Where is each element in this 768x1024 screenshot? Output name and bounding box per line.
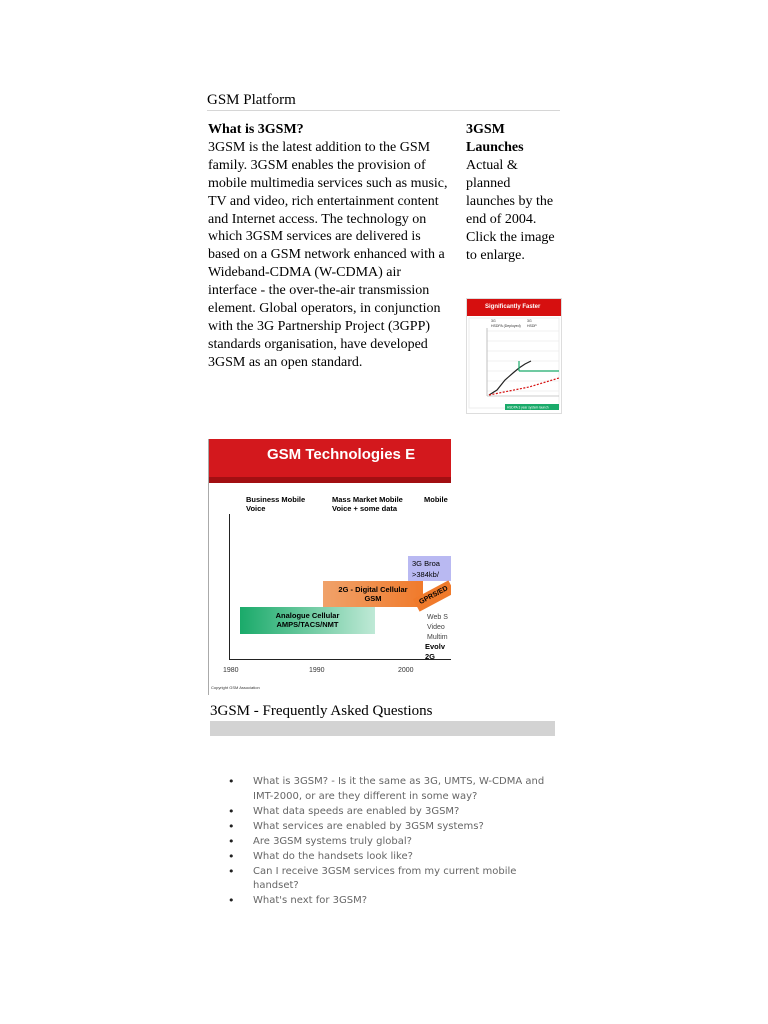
- faq-item[interactable]: • Are 3GSM systems truly global?: [228, 835, 558, 850]
- figure-services-text: Web S Video Multim: [427, 614, 448, 641]
- figure-copyright: Copyright GSM Association: [211, 685, 260, 690]
- figure-y-axis: [229, 514, 230, 660]
- gsm-technologies-figure[interactable]: [208, 439, 451, 695]
- figure-x-axis: [229, 659, 451, 660]
- faq-item[interactable]: • Can I receive 3GSM services from my current mobile handset?: [228, 865, 558, 894]
- figure-col-business: Business Mobile Voice: [246, 495, 306, 513]
- segment-gprs-edge: GPRS/ED: [413, 580, 451, 611]
- faq-title: 3GSM - Frequently Asked Questions: [210, 703, 433, 719]
- figure-year-1980: 1980: [223, 667, 239, 674]
- intro-section: [208, 121, 453, 372]
- segment-3g-broadband: 3G Broa >384kb/: [408, 556, 451, 581]
- segment-2g-gsm: 2G - Digital Cellular GSM: [323, 581, 423, 607]
- thumbnail-legend-2: 3G: [527, 319, 532, 323]
- platform-title: GSM Platform: [207, 92, 296, 108]
- launches-heading: 3GSM Launches: [466, 122, 524, 155]
- launches-thumbnail-image[interactable]: [466, 298, 562, 414]
- thumbnail-legend-3: HSDPA (Deployed): [491, 324, 521, 328]
- figure-title: GSM Technologies E: [209, 439, 451, 483]
- title-divider: [207, 110, 560, 111]
- faq-title-bar: [210, 721, 555, 736]
- intro-question: What is 3GSM?: [208, 122, 304, 137]
- faq-item[interactable]: • What services are enabled by 3GSM systems?: [228, 820, 558, 835]
- thumbnail-legend-1: 3G: [491, 319, 496, 323]
- thumbnail-legend-4: HSDP: [527, 324, 537, 328]
- thumbnail-footer: HSDPA 3 year system launch: [507, 405, 549, 410]
- figure-col-mobile: Mobile: [424, 495, 448, 504]
- figure-evolve-text: Evolv 2G: [425, 642, 446, 661]
- intro-body: 3GSM is the latest addition to the GSM family. 3GSM enables the provision of mobile multimedia services such as music, TV and video, rich entertainment content and Internet access. The technology on which 3GSM services are delivered is based on a GSM network enhanced with a Wideband-CDMA (W-CDMA) air interface - the over-the-air transmission element. Global operators, in conjunction with the 3G Partnership Project (3GPP) standards organisation, have developed 3GSM as an open standard.: [208, 139, 448, 370]
- faq-item[interactable]: • What data speeds are enabled by 3GSM?: [228, 805, 558, 820]
- launches-body: Actual & planned launches by the end of 2004. Click the image to enlarge.: [466, 158, 555, 263]
- faq-item[interactable]: • What is 3GSM? - Is it the same as 3G, UMTS, W-CDMA and IMT-2000, or are they different in some way?: [228, 775, 558, 804]
- thumbnail-chart: [467, 316, 561, 413]
- launches-section: [466, 121, 562, 265]
- figure-year-2000: 2000: [398, 667, 414, 674]
- figure-col-massmarket: Mass Market Mobile Voice + some data: [332, 495, 403, 513]
- figure-year-1990: 1990: [309, 667, 325, 674]
- faq-list: [228, 775, 558, 909]
- faq-item[interactable]: • What do the handsets look like?: [228, 850, 558, 865]
- segment-analogue-cellular: Analogue Cellular AMPS/TACS/NMT: [240, 607, 375, 634]
- thumbnail-title: Significantly Faster: [467, 299, 561, 316]
- faq-item[interactable]: • What's next for 3GSM?: [228, 894, 558, 909]
